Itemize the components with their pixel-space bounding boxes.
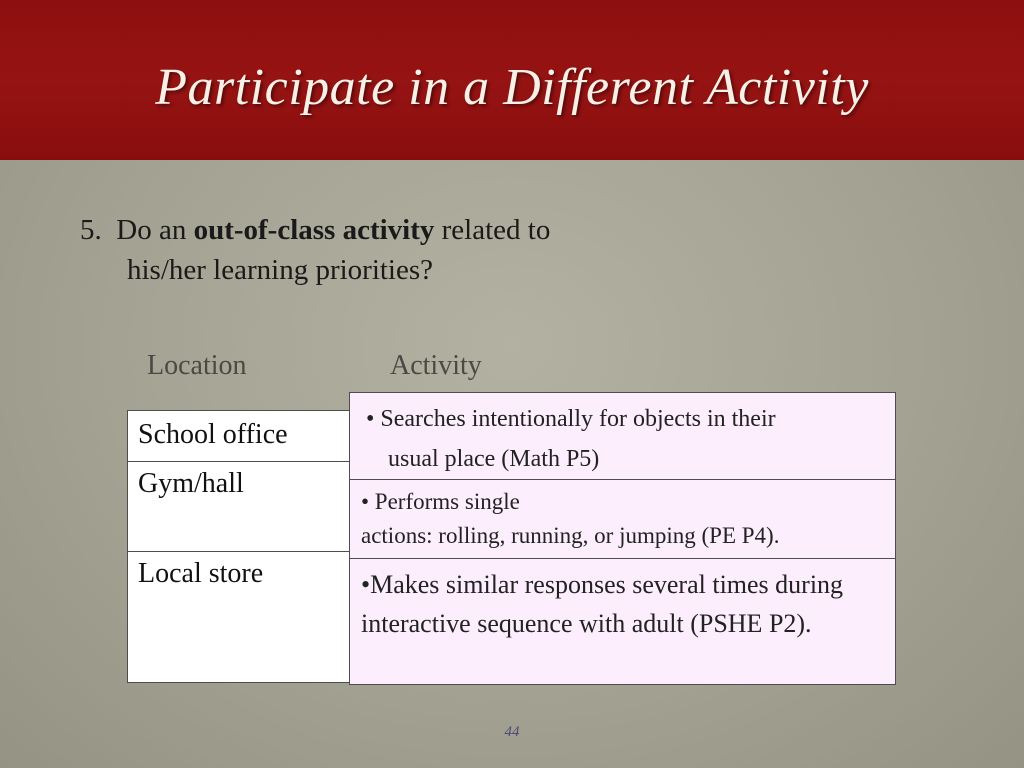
point-text-post: related to (434, 214, 551, 246)
location-header: Location (147, 350, 247, 381)
location-cell-gym-hall: Gym/hall (128, 462, 352, 552)
question-point (80, 210, 550, 290)
point-text-line2: his/her learning priorities? (127, 254, 434, 286)
page-number: 44 (504, 724, 520, 740)
point-text-bold: out-of-class activity (193, 214, 435, 246)
activity-header: Activity (390, 350, 482, 381)
activity-pe-line2: actions: rolling, running, or jumping (PE P4). (361, 523, 780, 548)
activity-box-math (349, 392, 896, 480)
location-cell-local-store: Local store (138, 558, 264, 589)
point-text-pre: Do an (116, 214, 194, 246)
point-number: 5. (80, 214, 102, 246)
location-cell-school-office: School office (128, 411, 352, 462)
activity-box-pe (349, 479, 896, 559)
activity-pe-line1: • Performs single (361, 489, 520, 514)
location-table (127, 410, 353, 683)
activity-math-line1: • Searches intentionally for objects in their (366, 406, 776, 432)
activity-box-pshe: •Makes similar responses several times during interactive sequence with adult (PSHE P2). (349, 558, 896, 685)
activity-math-line2: usual place (Math P5) (388, 446, 600, 472)
slide-title: Participate in a Different Activity (155, 59, 869, 116)
